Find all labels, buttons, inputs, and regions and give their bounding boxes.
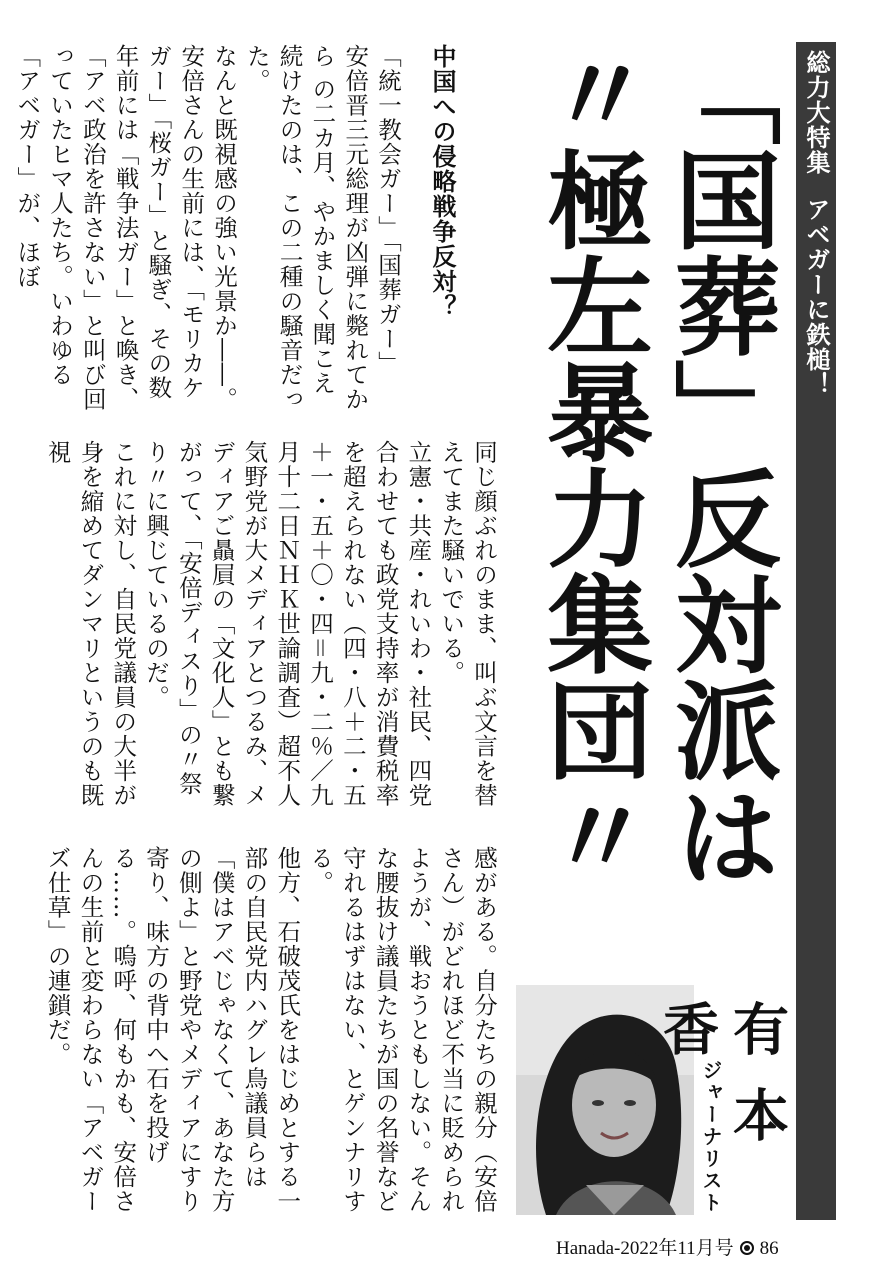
body-column-bottom	[38, 846, 500, 1218]
body-column-middle	[38, 440, 500, 812]
paragraph: これに対し、自民党議員の大半が身を縮めてダンマリというのも既視	[43, 440, 138, 808]
page-footer	[556, 1234, 846, 1264]
author-name: 有本 香	[654, 1000, 790, 1172]
magazine-issue: Hanada-2022年11月号	[556, 1238, 734, 1259]
feature-label-sub: アベガーに鉄槌！	[802, 197, 830, 397]
feature-sidebar	[796, 42, 836, 1220]
paragraph: 安倍晋三元総理が凶弾に斃れてから の二カ月、やかましく聞こえ続けたのは、この二種の騒音だった。	[242, 44, 370, 412]
paragraph: 同じ顔ぶれのまま、叫ぶ文言を替えてまた騒いでいる。	[437, 440, 498, 808]
feature-label-main: 総力大特集	[802, 50, 830, 175]
feature-label	[796, 50, 836, 397]
paragraph: 他方、石破茂氏をはじめとする一部の自民党内ハグレ鳥議員らは「僕はアベじゃなくて、あなた方の側よ」と野党やメディアにすり寄り、味方の背中へ石を投げる……。嗚呼、何もかも、安倍さんの生前と変わらない「アベガーズ仕草」の連鎖だ。	[43, 846, 302, 1214]
paragraph: 「統一教会ガー」「国葬ガー」	[374, 44, 402, 376]
paragraph: 立憲・共産・れいわ・社民、四党合わせても政党支持率が消費税率を超えられない（四・八＋二・五＋一・五＋〇・四＝九・二％／九月十二日ＮＨＫ世論調査）超不人気野党が大メディアとつるみ、メディアご贔屓の「文化人」とも繋がって、「安倍ディスり」の〃祭り〃に興じているのだ。	[142, 440, 433, 808]
page-number: 86	[759, 1238, 779, 1259]
paragraph: 感がある。自分たちの親分（安倍さん）がどれほど不当に貶められようが、戦おうともしない。そんな腰抜け議員たちが国の名誉など守れるはずはない、とゲンナリする。	[306, 846, 498, 1214]
bullseye-icon	[740, 1241, 754, 1255]
paragraph: なんと既視感の強い光景か――。	[210, 44, 239, 412]
author-role: ジャーナリスト	[699, 1060, 723, 1214]
paragraph: 安倍さんの生前には、「モリカケガー」「桜ガー」と騒ぎ、その数年前には「戦争法ガー」と喚き、「アベ政治を許さない」と叫び回っていたヒマ人たち。いわゆる「アベガー」が、ほぼ	[13, 44, 206, 412]
body-column-top-left	[13, 44, 404, 416]
headline-line-1: 「国葬」反対派は	[658, 40, 783, 888]
section-subhead: 中国への侵略戦争反対？	[428, 44, 456, 319]
headline-line-2: 〃極左暴力集団〃	[530, 40, 655, 888]
